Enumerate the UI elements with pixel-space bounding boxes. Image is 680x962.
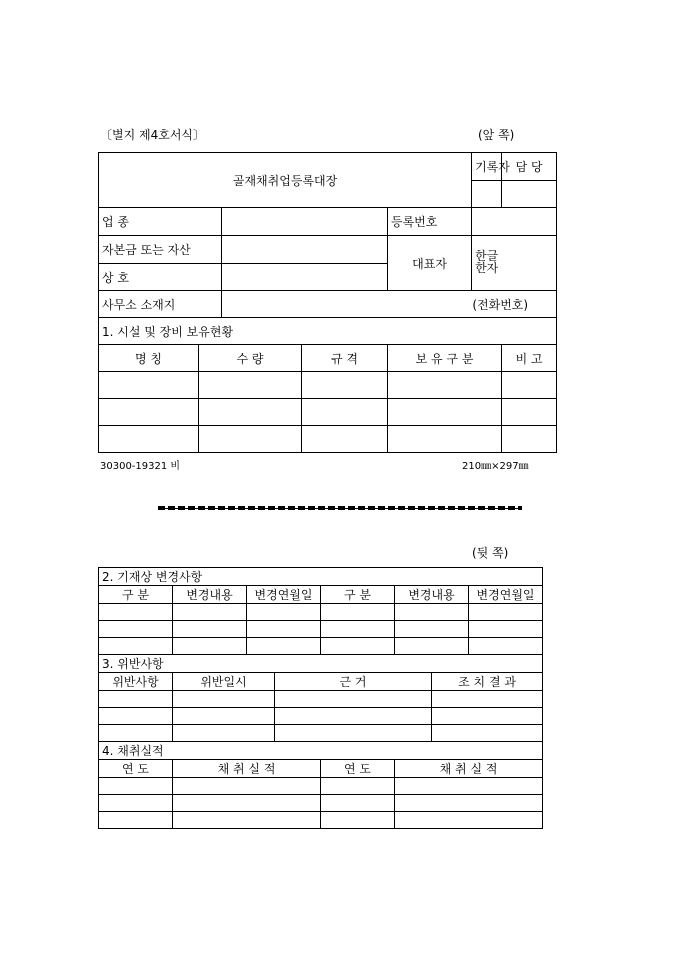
- table-cell[interactable]: [199, 399, 302, 426]
- table-cell[interactable]: [302, 426, 388, 453]
- sec2-header-change-2: 변경내용: [395, 586, 469, 604]
- table-row: [99, 725, 543, 742]
- table-cell[interactable]: [432, 725, 543, 742]
- table-cell[interactable]: [99, 795, 173, 812]
- table-cell[interactable]: [321, 621, 395, 638]
- table-row: [99, 812, 543, 829]
- table-cell[interactable]: [173, 812, 321, 829]
- table-cell[interactable]: [275, 725, 432, 742]
- section2-title: 2. 기재상 변경사항: [99, 568, 543, 586]
- sec2-header-date: 변경연월일: [247, 586, 321, 604]
- office-address-label: 사무소 소재지: [99, 291, 222, 318]
- table-cell[interactable]: [388, 399, 502, 426]
- table-cell[interactable]: [275, 708, 432, 725]
- paper-size-label: 210㎜×297㎜: [462, 461, 529, 472]
- registration-ledger-back: [98, 567, 543, 829]
- sec1-header-spec: 규 격: [302, 345, 388, 372]
- table-cell[interactable]: [395, 604, 469, 621]
- sec3-header-datetime: 위반일시: [173, 673, 275, 691]
- back-side-label: (뒷 쪽): [472, 546, 509, 560]
- sec3-header-action: 조 치 결 과: [432, 673, 543, 691]
- table-row: [99, 778, 543, 795]
- capital-field[interactable]: [222, 236, 388, 264]
- table-cell[interactable]: [173, 621, 247, 638]
- table-cell[interactable]: [395, 812, 543, 829]
- table-row: [99, 399, 557, 426]
- business-type-label: 업 종: [99, 208, 222, 236]
- ledger-title: 골재채취업등록대장: [99, 153, 472, 208]
- table-cell[interactable]: [173, 708, 275, 725]
- table-row: [99, 372, 557, 399]
- table-row: [99, 604, 543, 621]
- sec1-header-ownership: 보 유 구 분: [388, 345, 502, 372]
- sec3-header-basis: 근 거: [275, 673, 432, 691]
- officer-field[interactable]: [502, 181, 557, 208]
- sec3-header-violation: 위반사항: [99, 673, 173, 691]
- table-cell[interactable]: [99, 638, 173, 655]
- table-cell[interactable]: [469, 621, 543, 638]
- table-cell[interactable]: [99, 778, 173, 795]
- table-cell[interactable]: [302, 372, 388, 399]
- page-divider: [158, 506, 522, 510]
- table-cell[interactable]: [99, 621, 173, 638]
- table-cell[interactable]: [173, 638, 247, 655]
- table-cell[interactable]: [432, 691, 543, 708]
- table-row: [99, 795, 543, 812]
- table-cell[interactable]: [247, 621, 321, 638]
- table-row: [99, 708, 543, 725]
- section4-title: 4. 채취실적: [99, 742, 543, 760]
- table-cell[interactable]: [99, 604, 173, 621]
- officer-label: 담 당: [502, 153, 557, 181]
- table-cell[interactable]: [321, 778, 395, 795]
- hanja-label: 한자: [475, 261, 499, 275]
- table-cell[interactable]: [99, 708, 173, 725]
- table-cell[interactable]: [99, 812, 173, 829]
- table-cell[interactable]: [502, 399, 557, 426]
- table-cell[interactable]: [173, 604, 247, 621]
- business-type-field[interactable]: [222, 208, 388, 236]
- table-cell[interactable]: [395, 621, 469, 638]
- sec1-header-quantity: 수 량: [199, 345, 302, 372]
- section3-title: 3. 위반사항: [99, 655, 543, 673]
- table-row: [99, 691, 543, 708]
- table-cell[interactable]: [99, 725, 173, 742]
- table-cell[interactable]: [247, 638, 321, 655]
- trade-name-label: 상 호: [99, 264, 222, 291]
- table-row: [99, 621, 543, 638]
- registration-ledger-front: [98, 152, 557, 453]
- table-cell[interactable]: [321, 638, 395, 655]
- sec2-header-category-2: 구 분: [321, 586, 395, 604]
- table-cell[interactable]: [502, 372, 557, 399]
- representative-field[interactable]: [472, 236, 557, 291]
- sec2-header-category: 구 분: [99, 586, 173, 604]
- table-cell[interactable]: [395, 778, 543, 795]
- table-cell[interactable]: [99, 399, 199, 426]
- table-row: [99, 638, 543, 655]
- representative-label: 대표자: [388, 236, 472, 291]
- recorder-field[interactable]: [472, 181, 502, 208]
- trade-name-field[interactable]: [222, 264, 388, 291]
- front-side-label: (앞 쪽): [478, 128, 515, 142]
- table-cell[interactable]: [388, 426, 502, 453]
- table-cell[interactable]: [321, 604, 395, 621]
- table-cell[interactable]: [173, 691, 275, 708]
- table-cell[interactable]: [432, 708, 543, 725]
- section1-title: 1. 시설 및 장비 보유현황: [99, 318, 557, 345]
- table-cell[interactable]: [469, 638, 543, 655]
- table-row: [99, 426, 557, 453]
- sec2-header-date-2: 변경연월일: [469, 586, 543, 604]
- table-cell[interactable]: [99, 691, 173, 708]
- sec4-header-year-2: 연 도: [321, 760, 395, 778]
- sec4-header-output-2: 채 취 실 적: [395, 760, 543, 778]
- registration-number-field[interactable]: [472, 208, 557, 236]
- office-address-field[interactable]: [222, 291, 557, 318]
- sec1-header-remarks: 비 고: [502, 345, 557, 372]
- table-cell[interactable]: [275, 691, 432, 708]
- hangul-label: 한글: [475, 249, 499, 263]
- sec1-header-name: 명 칭: [99, 345, 199, 372]
- sec2-header-change: 변경내용: [173, 586, 247, 604]
- registration-number-label: 등록번호: [388, 208, 472, 236]
- form-number-label: 〔별지 제4호서식〕: [100, 128, 206, 142]
- sec4-header-output: 채 취 실 적: [173, 760, 321, 778]
- table-cell[interactable]: [199, 426, 302, 453]
- table-cell[interactable]: [388, 372, 502, 399]
- table-cell[interactable]: [173, 795, 321, 812]
- table-cell[interactable]: [502, 426, 557, 453]
- recorder-label: 기록자: [472, 153, 502, 181]
- form-code: 30300-19321 비: [100, 461, 181, 472]
- table-cell[interactable]: [199, 372, 302, 399]
- phone-number-label: (전화번호): [472, 297, 529, 312]
- capital-label: 자본금 또는 자산: [99, 236, 222, 264]
- table-cell[interactable]: [469, 604, 543, 621]
- table-cell[interactable]: [99, 372, 199, 399]
- sec4-header-year: 연 도: [99, 760, 173, 778]
- table-cell[interactable]: [99, 426, 199, 453]
- table-cell[interactable]: [247, 604, 321, 621]
- table-cell[interactable]: [173, 778, 321, 795]
- table-cell[interactable]: [173, 725, 275, 742]
- table-cell[interactable]: [321, 812, 395, 829]
- table-cell[interactable]: [302, 399, 388, 426]
- table-cell[interactable]: [395, 795, 543, 812]
- table-cell[interactable]: [395, 638, 469, 655]
- table-cell[interactable]: [321, 795, 395, 812]
